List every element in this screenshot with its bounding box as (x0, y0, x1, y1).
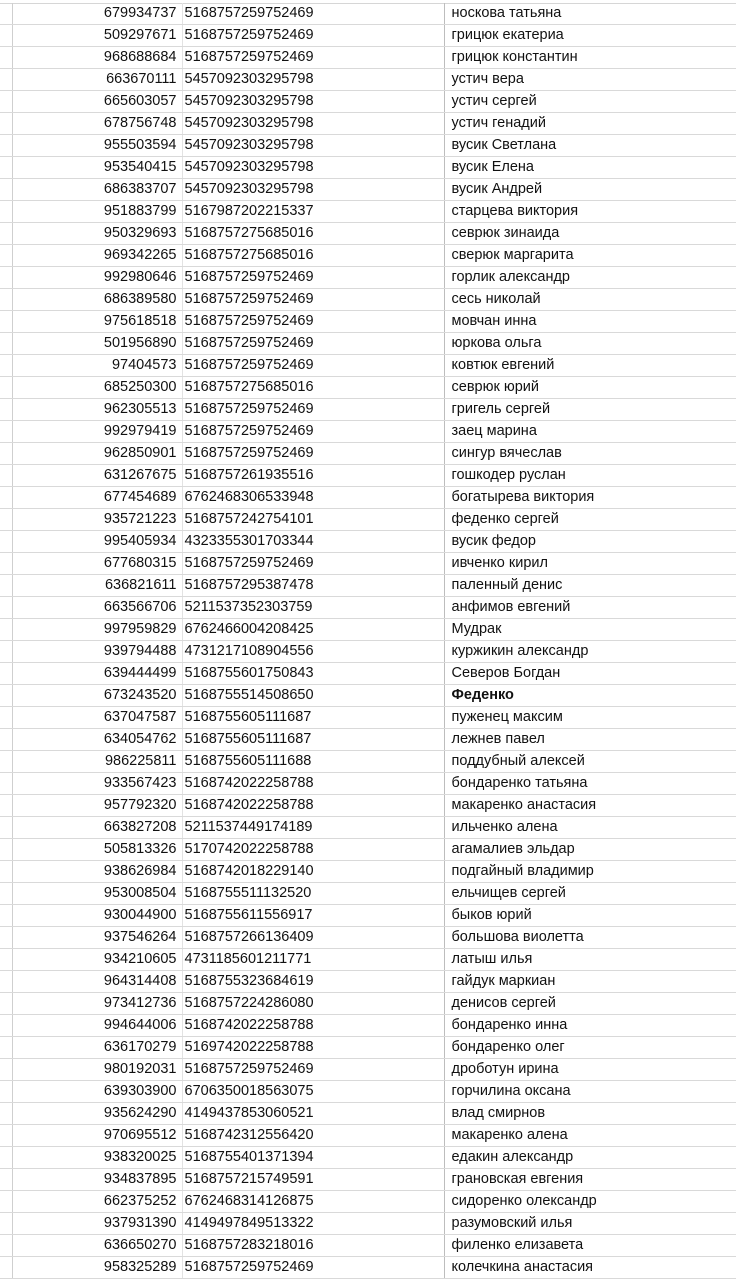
row-gutter-cell[interactable] (0, 267, 12, 289)
table-row (0, 1103, 736, 1125)
phone-number-cell[interactable]: 639444499 (12, 663, 182, 685)
table-row (0, 773, 736, 795)
phone-number-cell[interactable]: 501956890 (12, 333, 182, 355)
phone-number-cell[interactable]: 636650270 (12, 1235, 182, 1257)
name-cell[interactable]: вусик Андрей (444, 179, 736, 201)
table-row (0, 311, 736, 333)
table-row (0, 1191, 736, 1213)
table-row (0, 993, 736, 1015)
card-number-cell[interactable]: 5168757275685016 (182, 223, 444, 245)
table-row (0, 69, 736, 91)
name-cell[interactable]: гайдук маркиан (444, 971, 736, 993)
phone-number-cell[interactable]: 970695512 (12, 1125, 182, 1147)
card-number-cell[interactable]: 5168742312556420 (182, 1125, 444, 1147)
row-gutter-cell[interactable] (0, 729, 12, 751)
card-number-cell[interactable]: 5168757266136409 (182, 927, 444, 949)
name-cell[interactable]: дроботун ирина (444, 1059, 736, 1081)
card-number-cell[interactable]: 5168757259752469 (182, 553, 444, 575)
table-row (0, 1257, 736, 1279)
card-number-cell[interactable]: 5168757259752469 (182, 289, 444, 311)
row-gutter-cell[interactable] (0, 1059, 12, 1081)
phone-number-cell[interactable]: 953540415 (12, 157, 182, 179)
table-row (0, 377, 736, 399)
table-row (0, 201, 736, 223)
row-gutter-cell[interactable] (0, 1037, 12, 1059)
phone-number-cell[interactable]: 957792320 (12, 795, 182, 817)
card-number-cell[interactable]: 5168757259752469 (182, 399, 444, 421)
table-row (0, 487, 736, 509)
card-number-cell[interactable]: 5457092303295798 (182, 91, 444, 113)
table-row (0, 971, 736, 993)
table-row (0, 179, 736, 201)
name-cell[interactable]: паленный денис (444, 575, 736, 597)
card-number-cell[interactable]: 5168757224286080 (182, 993, 444, 1015)
row-gutter-cell[interactable] (0, 927, 12, 949)
card-number-cell[interactable]: 5168755611556917 (182, 905, 444, 927)
name-cell[interactable]: мовчан инна (444, 311, 736, 333)
row-gutter-cell[interactable] (0, 949, 12, 971)
phone-number-cell[interactable]: 937931390 (12, 1213, 182, 1235)
phone-number-cell[interactable]: 935721223 (12, 509, 182, 531)
card-number-cell[interactable]: 4323355301703344 (182, 531, 444, 553)
card-number-cell[interactable]: 5168755514508650 (182, 685, 444, 707)
row-gutter-cell[interactable] (0, 3, 12, 25)
name-cell[interactable]: макаренко анастасия (444, 795, 736, 817)
phone-number-cell[interactable]: 634054762 (12, 729, 182, 751)
phone-number-cell[interactable]: 962850901 (12, 443, 182, 465)
name-cell[interactable]: анфимов евгений (444, 597, 736, 619)
table-row (0, 597, 736, 619)
card-number-cell[interactable]: 5211537449174189 (182, 817, 444, 839)
table-row (0, 751, 736, 773)
row-gutter-cell[interactable] (0, 1147, 12, 1169)
card-number-cell[interactable]: 5168757259752469 (182, 47, 444, 69)
table-row (0, 553, 736, 575)
row-gutter-cell[interactable] (0, 289, 12, 311)
table-row (0, 245, 736, 267)
table-row (0, 465, 736, 487)
table-row (0, 839, 736, 861)
row-gutter-cell[interactable] (0, 201, 12, 223)
table-row (0, 927, 736, 949)
phone-number-cell[interactable]: 938320025 (12, 1147, 182, 1169)
row-gutter-cell[interactable] (0, 399, 12, 421)
row-gutter-cell[interactable] (0, 157, 12, 179)
row-gutter-cell[interactable] (0, 135, 12, 157)
table-row (0, 861, 736, 883)
name-cell[interactable]: большова виолетта (444, 927, 736, 949)
row-gutter-cell[interactable] (0, 751, 12, 773)
phone-number-cell[interactable]: 636821611 (12, 575, 182, 597)
phone-number-cell[interactable]: 97404573 (12, 355, 182, 377)
card-number-cell[interactable]: 5168757259752469 (182, 25, 444, 47)
table-row (0, 685, 736, 707)
phone-number-cell[interactable]: 637047587 (12, 707, 182, 729)
name-cell[interactable]: куржикин александр (444, 641, 736, 663)
name-cell[interactable]: устич генадий (444, 113, 736, 135)
name-cell[interactable]: подгайный владимир (444, 861, 736, 883)
card-number-cell[interactable]: 5168757215749591 (182, 1169, 444, 1191)
name-cell[interactable]: сидоренко олександр (444, 1191, 736, 1213)
phone-number-cell[interactable]: 997959829 (12, 619, 182, 641)
table-row (0, 817, 736, 839)
phone-number-cell[interactable]: 953008504 (12, 883, 182, 905)
name-cell[interactable]: ельчищев сергей (444, 883, 736, 905)
row-gutter-cell[interactable] (0, 245, 12, 267)
row-gutter-cell[interactable] (0, 25, 12, 47)
name-cell[interactable]: вусик федор (444, 531, 736, 553)
name-cell[interactable]: грановская евгения (444, 1169, 736, 1191)
card-number-cell[interactable]: 5168742022258788 (182, 795, 444, 817)
row-gutter-cell[interactable] (0, 69, 12, 91)
table-row (0, 113, 736, 135)
name-cell[interactable]: латыш илья (444, 949, 736, 971)
name-cell[interactable]: старцева виктория (444, 201, 736, 223)
table-row (0, 1169, 736, 1191)
card-number-cell[interactable]: 5168755605111687 (182, 729, 444, 751)
card-number-cell[interactable]: 6706350018563075 (182, 1081, 444, 1103)
table-row (0, 3, 736, 25)
card-number-cell[interactable]: 5168755605111687 (182, 707, 444, 729)
row-gutter-cell[interactable] (0, 179, 12, 201)
name-cell[interactable]: колечкина анастасия (444, 1257, 736, 1279)
table-row (0, 883, 736, 905)
phone-number-cell[interactable]: 636170279 (12, 1037, 182, 1059)
card-number-cell[interactable]: 5168742022258788 (182, 1015, 444, 1037)
table-row (0, 575, 736, 597)
name-cell[interactable]: горчилина оксана (444, 1081, 736, 1103)
phone-number-cell[interactable]: 677454689 (12, 487, 182, 509)
phone-number-cell[interactable]: 679934737 (12, 3, 182, 25)
name-cell[interactable]: разумовский илья (444, 1213, 736, 1235)
row-gutter-cell[interactable] (0, 1235, 12, 1257)
phone-number-cell[interactable]: 992980646 (12, 267, 182, 289)
name-cell[interactable]: гошкодер руслан (444, 465, 736, 487)
table-row (0, 267, 736, 289)
card-number-cell[interactable]: 6762466004208425 (182, 619, 444, 641)
phone-number-cell[interactable]: 686389580 (12, 289, 182, 311)
card-number-cell[interactable]: 5168757259752469 (182, 355, 444, 377)
phone-number-cell[interactable]: 964314408 (12, 971, 182, 993)
card-number-cell[interactable]: 5168757259752469 (182, 333, 444, 355)
phone-number-cell[interactable]: 968688684 (12, 47, 182, 69)
table-row (0, 509, 736, 531)
name-cell[interactable]: григель сергей (444, 399, 736, 421)
phone-number-cell[interactable]: 994644006 (12, 1015, 182, 1037)
card-number-cell[interactable]: 5168757275685016 (182, 377, 444, 399)
name-cell[interactable]: поддубный алексей (444, 751, 736, 773)
name-cell[interactable]: агамалиев эльдар (444, 839, 736, 861)
phone-number-cell[interactable]: 992979419 (12, 421, 182, 443)
phone-number-cell[interactable]: 973412736 (12, 993, 182, 1015)
row-gutter-cell[interactable] (0, 531, 12, 553)
card-number-cell[interactable]: 5167987202215337 (182, 201, 444, 223)
name-cell[interactable]: сесь николай (444, 289, 736, 311)
table-row (0, 1037, 736, 1059)
phone-number-cell[interactable]: 677680315 (12, 553, 182, 575)
phone-number-cell[interactable]: 975618518 (12, 311, 182, 333)
name-cell[interactable]: ковтюк евгений (444, 355, 736, 377)
table-row (0, 47, 736, 69)
row-gutter-cell[interactable] (0, 861, 12, 883)
name-cell[interactable]: юркова ольга (444, 333, 736, 355)
card-number-cell[interactable]: 5168757259752469 (182, 3, 444, 25)
table-row (0, 1125, 736, 1147)
card-number-cell[interactable]: 5169742022258788 (182, 1037, 444, 1059)
card-number-cell[interactable]: 4731185601211771 (182, 949, 444, 971)
card-number-cell[interactable]: 5168755601750843 (182, 663, 444, 685)
name-cell[interactable]: Северов Богдан (444, 663, 736, 685)
table-row (0, 135, 736, 157)
name-cell[interactable]: бондаренко инна (444, 1015, 736, 1037)
name-cell[interactable]: сверюк маргарита (444, 245, 736, 267)
table-row (0, 25, 736, 47)
phone-number-cell[interactable]: 933567423 (12, 773, 182, 795)
phone-number-cell[interactable]: 962305513 (12, 399, 182, 421)
name-cell[interactable]: денисов сергей (444, 993, 736, 1015)
card-number-cell[interactable]: 6762468306533948 (182, 487, 444, 509)
data-table (0, 3, 736, 1279)
phone-number-cell[interactable]: 939794488 (12, 641, 182, 663)
row-gutter-cell[interactable] (0, 773, 12, 795)
row-gutter-cell[interactable] (0, 1081, 12, 1103)
card-number-cell[interactable]: 6762468314126875 (182, 1191, 444, 1213)
row-gutter-cell[interactable] (0, 311, 12, 333)
card-number-cell[interactable]: 5211537352303759 (182, 597, 444, 619)
phone-number-cell[interactable]: 980192031 (12, 1059, 182, 1081)
table-row (0, 333, 736, 355)
row-gutter-cell[interactable] (0, 619, 12, 641)
phone-number-cell[interactable]: 934210605 (12, 949, 182, 971)
name-cell[interactable]: горлик александр (444, 267, 736, 289)
card-number-cell[interactable]: 5168755605111688 (182, 751, 444, 773)
name-cell[interactable]: филенко елизавета (444, 1235, 736, 1257)
card-number-cell[interactable]: 5168757295387478 (182, 575, 444, 597)
name-cell[interactable]: заец марина (444, 421, 736, 443)
row-gutter-cell[interactable] (0, 795, 12, 817)
name-cell[interactable]: Мудрак (444, 619, 736, 641)
name-cell[interactable]: пуженец максим (444, 707, 736, 729)
row-gutter-cell[interactable] (0, 1257, 12, 1279)
phone-number-cell[interactable]: 665603057 (12, 91, 182, 113)
card-number-cell[interactable]: 5168742022258788 (182, 773, 444, 795)
card-number-cell[interactable]: 5168755511132520 (182, 883, 444, 905)
name-cell[interactable]: богатырева виктория (444, 487, 736, 509)
name-cell[interactable]: влад смирнов (444, 1103, 736, 1125)
row-gutter-cell[interactable] (0, 883, 12, 905)
table-row (0, 1235, 736, 1257)
card-number-cell[interactable]: 5168742018229140 (182, 861, 444, 883)
phone-number-cell[interactable]: 686383707 (12, 179, 182, 201)
card-number-cell[interactable]: 5168757259752469 (182, 443, 444, 465)
table-row (0, 421, 736, 443)
card-number-cell[interactable]: 5168757275685016 (182, 245, 444, 267)
name-cell[interactable]: вусик Светлана (444, 135, 736, 157)
table-row (0, 1015, 736, 1037)
row-gutter-cell[interactable] (0, 465, 12, 487)
card-number-cell[interactable]: 5168757261935516 (182, 465, 444, 487)
card-number-cell[interactable]: 5168755323684619 (182, 971, 444, 993)
name-cell[interactable]: носкова татьяна (444, 3, 736, 25)
phone-number-cell[interactable]: 663566706 (12, 597, 182, 619)
card-number-cell[interactable]: 5168757259752469 (182, 1059, 444, 1081)
row-gutter-cell[interactable] (0, 971, 12, 993)
table-row (0, 223, 736, 245)
row-gutter-cell[interactable] (0, 1125, 12, 1147)
card-number-cell[interactable]: 5168757259752469 (182, 421, 444, 443)
row-gutter-cell[interactable] (0, 509, 12, 531)
row-gutter-cell[interactable] (0, 663, 12, 685)
row-gutter-cell[interactable] (0, 685, 12, 707)
name-cell[interactable]: севрюк юрий (444, 377, 736, 399)
phone-number-cell[interactable]: 631267675 (12, 465, 182, 487)
phone-number-cell[interactable]: 685250300 (12, 377, 182, 399)
phone-number-cell[interactable]: 955503594 (12, 135, 182, 157)
card-number-cell[interactable]: 5168757259752469 (182, 267, 444, 289)
name-cell[interactable]: ивченко кирил (444, 553, 736, 575)
card-number-cell[interactable]: 4149437853060521 (182, 1103, 444, 1125)
name-cell[interactable]: сингур вячеслав (444, 443, 736, 465)
name-cell[interactable]: севрюк зинаида (444, 223, 736, 245)
card-number-cell[interactable]: 5457092303295798 (182, 69, 444, 91)
table-row (0, 663, 736, 685)
phone-number-cell[interactable]: 505813326 (12, 839, 182, 861)
phone-number-cell[interactable]: 663670111 (12, 69, 182, 91)
phone-number-cell[interactable]: 958325289 (12, 1257, 182, 1279)
card-number-cell[interactable]: 5457092303295798 (182, 179, 444, 201)
card-number-cell[interactable]: 5168755401371394 (182, 1147, 444, 1169)
table-row (0, 443, 736, 465)
card-number-cell[interactable]: 5168757242754101 (182, 509, 444, 531)
card-number-cell[interactable]: 5170742022258788 (182, 839, 444, 861)
phone-number-cell[interactable]: 678756748 (12, 113, 182, 135)
phone-number-cell[interactable]: 509297671 (12, 25, 182, 47)
table-row (0, 1213, 736, 1235)
phone-number-cell[interactable]: 673243520 (12, 685, 182, 707)
card-number-cell[interactable]: 4149497849513322 (182, 1213, 444, 1235)
table-row (0, 531, 736, 553)
row-gutter-cell[interactable] (0, 597, 12, 619)
phone-number-cell[interactable]: 930044900 (12, 905, 182, 927)
phone-number-cell[interactable]: 995405934 (12, 531, 182, 553)
phone-number-cell[interactable]: 969342265 (12, 245, 182, 267)
table-row (0, 905, 736, 927)
table-row (0, 619, 736, 641)
phone-number-cell[interactable]: 639303900 (12, 1081, 182, 1103)
row-gutter-cell[interactable] (0, 817, 12, 839)
row-gutter-cell[interactable] (0, 905, 12, 927)
name-cell[interactable]: устич вера (444, 69, 736, 91)
table-row (0, 641, 736, 663)
card-number-cell[interactable]: 5168757259752469 (182, 1257, 444, 1279)
name-cell[interactable]: лежнев павел (444, 729, 736, 751)
row-gutter-cell[interactable] (0, 1103, 12, 1125)
name-cell[interactable]: макаренко алена (444, 1125, 736, 1147)
name-cell[interactable]: вусик Елена (444, 157, 736, 179)
row-gutter-cell[interactable] (0, 707, 12, 729)
table-row (0, 1081, 736, 1103)
name-cell[interactable]: бондаренко татьяна (444, 773, 736, 795)
table-row (0, 157, 736, 179)
phone-number-cell[interactable]: 951883799 (12, 201, 182, 223)
name-cell[interactable]: Феденко (444, 685, 736, 707)
table-row (0, 795, 736, 817)
phone-number-cell[interactable]: 934837895 (12, 1169, 182, 1191)
card-number-cell[interactable]: 5457092303295798 (182, 157, 444, 179)
row-gutter-cell[interactable] (0, 1191, 12, 1213)
card-number-cell[interactable]: 5457092303295798 (182, 113, 444, 135)
table-row (0, 707, 736, 729)
row-gutter-cell[interactable] (0, 47, 12, 69)
card-number-cell[interactable]: 5168757259752469 (182, 311, 444, 333)
card-number-cell[interactable]: 5168757283218016 (182, 1235, 444, 1257)
row-gutter-cell[interactable] (0, 575, 12, 597)
name-cell[interactable]: грицюк екатериа (444, 25, 736, 47)
row-gutter-cell[interactable] (0, 839, 12, 861)
row-gutter-cell[interactable] (0, 993, 12, 1015)
table-row (0, 1147, 736, 1169)
card-number-cell[interactable]: 5457092303295798 (182, 135, 444, 157)
name-cell[interactable]: грицюк константин (444, 47, 736, 69)
card-number-cell[interactable]: 4731217108904556 (182, 641, 444, 663)
row-gutter-cell[interactable] (0, 377, 12, 399)
name-cell[interactable]: устич сергей (444, 91, 736, 113)
row-gutter-cell[interactable] (0, 1213, 12, 1235)
table-row (0, 729, 736, 751)
phone-number-cell[interactable]: 950329693 (12, 223, 182, 245)
table-body (0, 3, 736, 1279)
row-gutter-cell[interactable] (0, 355, 12, 377)
table-row (0, 949, 736, 971)
row-gutter-cell[interactable] (0, 223, 12, 245)
row-gutter-cell[interactable] (0, 333, 12, 355)
name-cell[interactable]: едакин александр (444, 1147, 736, 1169)
table-row (0, 91, 736, 113)
row-gutter-cell[interactable] (0, 91, 12, 113)
table-row (0, 289, 736, 311)
row-gutter-cell[interactable] (0, 1015, 12, 1037)
phone-number-cell[interactable]: 938626984 (12, 861, 182, 883)
name-cell[interactable]: феденко сергей (444, 509, 736, 531)
row-gutter-cell[interactable] (0, 553, 12, 575)
row-gutter-cell[interactable] (0, 443, 12, 465)
row-gutter-cell[interactable] (0, 641, 12, 663)
phone-number-cell[interactable]: 937546264 (12, 927, 182, 949)
table-row (0, 355, 736, 377)
name-cell[interactable]: быков юрий (444, 905, 736, 927)
row-gutter-cell[interactable] (0, 487, 12, 509)
name-cell[interactable]: бондаренко олег (444, 1037, 736, 1059)
phone-number-cell[interactable]: 663827208 (12, 817, 182, 839)
row-gutter-cell[interactable] (0, 421, 12, 443)
table-row (0, 1059, 736, 1081)
table-row (0, 399, 736, 421)
row-gutter-cell[interactable] (0, 1169, 12, 1191)
name-cell[interactable]: ильченко алена (444, 817, 736, 839)
row-gutter-cell[interactable] (0, 113, 12, 135)
phone-number-cell[interactable]: 662375252 (12, 1191, 182, 1213)
phone-number-cell[interactable]: 986225811 (12, 751, 182, 773)
phone-number-cell[interactable]: 935624290 (12, 1103, 182, 1125)
